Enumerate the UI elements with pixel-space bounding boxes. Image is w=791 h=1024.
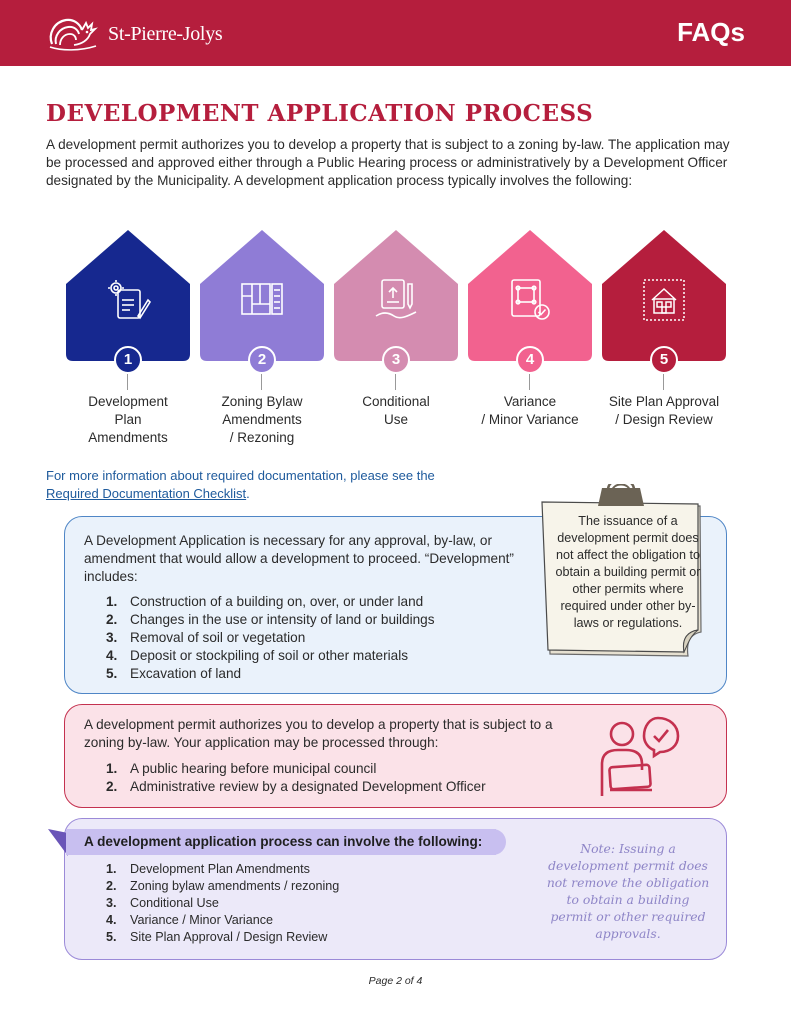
step-5 <box>600 228 728 458</box>
more-info-suffix: . <box>246 486 250 501</box>
step-1-connector <box>127 374 128 390</box>
approved-blueprint-icon <box>506 276 554 324</box>
step-4-number: 4 <box>516 346 544 374</box>
process-steps <box>64 228 728 458</box>
person-approval-icon <box>596 714 686 800</box>
more-info <box>46 467 435 503</box>
step-2-label: Zoning Bylaw Amendments / Rezoning <box>221 394 303 445</box>
step-2-connector <box>261 374 262 390</box>
more-info-text: For more information about required documentation, please see the <box>46 468 435 483</box>
process-heading: A development application process can involve the following: <box>84 834 483 849</box>
checklist-link[interactable]: Required Documentation Checklist <box>46 486 247 501</box>
logo-text: St-Pierre-Jolys <box>108 22 223 45</box>
handshake-document-icon <box>372 276 420 324</box>
development-definition-text: A Development Application is necessary for any approval, by-law, or amendment that would allow a development to proceed. “Development” includes: <box>84 533 514 584</box>
page-title: DEVELOPMENT APPLICATION PROCESS <box>46 100 594 127</box>
header-bar <box>0 0 791 66</box>
development-list <box>106 593 435 683</box>
step-2 <box>198 228 326 458</box>
list-item: 1. A public hearing before municipal council <box>106 761 377 776</box>
intro-paragraph: A development permit authorizes you to develop a property that is subject to a zoning by-law. The application may be processed and approved either through a Public Hearing process or administratively by a Development Officer designated by the Municipality. A development application process typically involves the following: <box>46 137 730 188</box>
list-item: 3. Removal of soil or vegetation <box>106 630 306 645</box>
list-item: 3. Conditional Use <box>106 896 219 910</box>
settings-document-icon <box>104 276 152 324</box>
zoning-map-icon <box>238 276 286 324</box>
step-1 <box>64 228 192 458</box>
step-4 <box>466 228 594 458</box>
step-4-label: Variance / Minor Variance <box>481 394 579 427</box>
step-2-number: 2 <box>248 346 276 374</box>
step-4-connector <box>529 374 530 390</box>
list-item: 5. Excavation of land <box>106 666 242 681</box>
step-3-label: Conditional Use <box>362 394 430 427</box>
step-3-number: 3 <box>382 346 410 374</box>
step-5-number: 5 <box>650 346 678 374</box>
list-item: 2. Changes in the use or intensity of land or buildings <box>106 612 435 627</box>
list-item: 5. Site Plan Approval / Design Review <box>106 930 328 944</box>
section-title: FAQs <box>677 17 745 47</box>
permit-processing-text: A development permit authorizes you to develop a property that is subject to a zoning by-law. Your application may be processed through: <box>84 717 553 750</box>
step-5-connector <box>663 374 664 390</box>
list-item: 1. Construction of a building on, over, or under land <box>106 594 424 609</box>
step-1-number: 1 <box>114 346 142 374</box>
step-3 <box>332 228 460 458</box>
list-item: 4. Variance / Minor Variance <box>106 913 274 927</box>
municipality-logo[interactable] <box>46 14 222 54</box>
permit-processing-list <box>106 760 486 796</box>
clip-note-text: The issuance of a development permit does not affect the obligation to obtain a building permit or other permits where required under other by-laws or regulations. <box>555 514 701 630</box>
list-item: 4. Deposit or stockpiling of soil or other materials <box>106 648 409 663</box>
list-item: 1. Development Plan Amendments <box>106 862 310 876</box>
page-number: Page 2 of 4 <box>368 975 423 987</box>
rooster-icon <box>46 14 100 54</box>
step-3-connector <box>395 374 396 390</box>
process-list <box>106 861 339 946</box>
list-item: 2. Administrative review by a designated Development Officer <box>106 779 486 794</box>
step-1-label: Development Plan Amendments <box>88 394 168 445</box>
process-note: Note: Issuing a development permit does not remove the obligation to obtain a building permit or other required approvals. <box>546 841 710 941</box>
step-5-label: Site Plan Approval / Design Review <box>608 394 720 427</box>
list-item: 2. Zoning bylaw amendments / rezoning <box>106 879 340 893</box>
house-plan-icon <box>640 276 688 324</box>
